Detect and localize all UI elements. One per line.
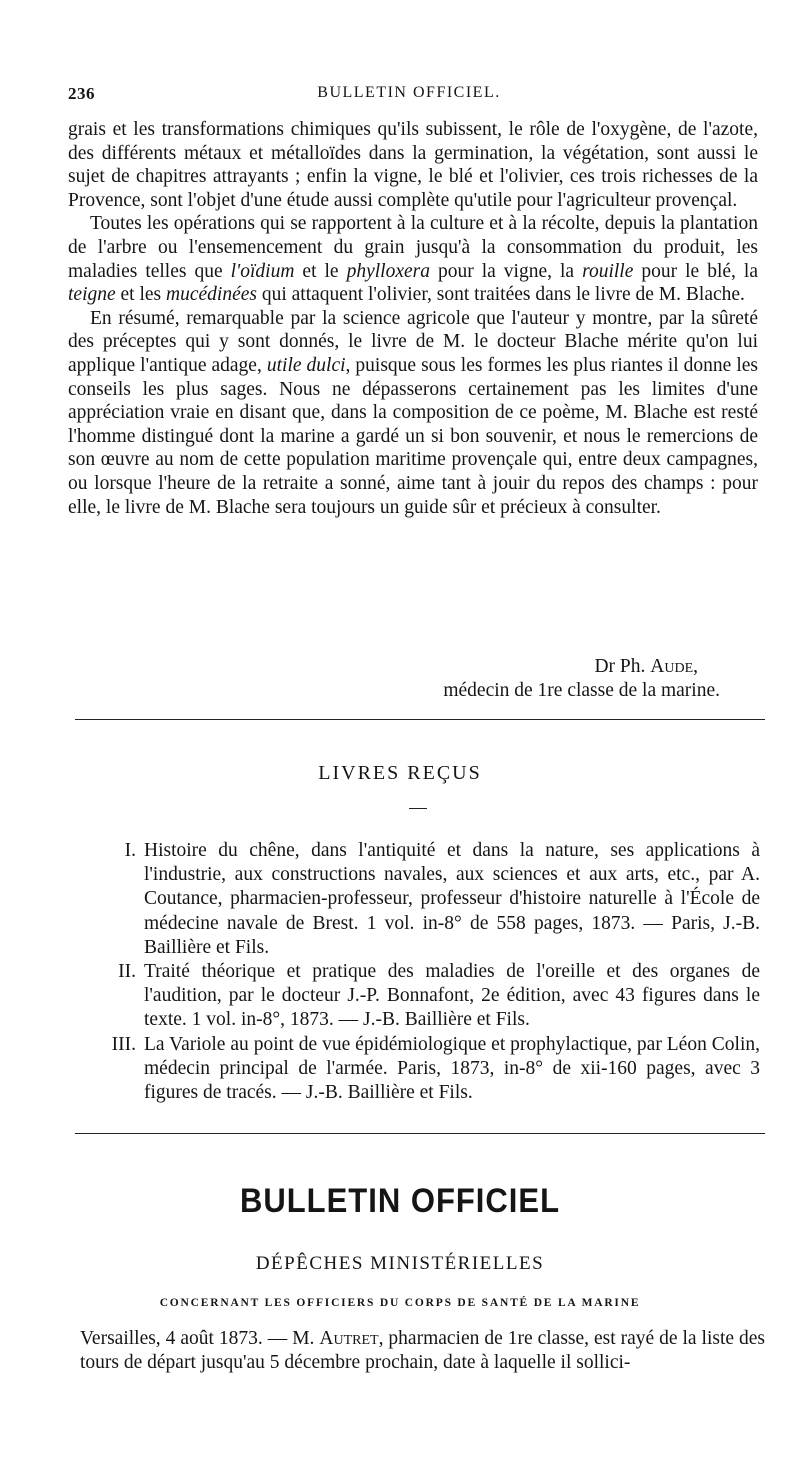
signature-surname: Aude, [650, 656, 698, 677]
bulletin-subtitle: DÉPÊCHES MINISTÉRIELLES [255, 1253, 545, 1274]
text-run: et le [294, 260, 347, 282]
text-run: et les [115, 284, 167, 306]
list-item [80, 960, 760, 1033]
text-run: Versailles, 4 août 1873. — M. [80, 1328, 320, 1349]
italic-term-rouille: rouille [582, 260, 634, 282]
italic-adage: utile dulci [266, 354, 346, 376]
section-divider [75, 1133, 765, 1134]
review-text [68, 118, 758, 519]
running-title: BULLETIN OFFICIEL. [317, 84, 501, 101]
text-run: qui attaquent l'olivier, sont traitées dans le livre de M. Blache. [256, 284, 745, 306]
item-text: Histoire du chêne, dans l'antiquité et dans la nature, ses applications à l'industrie, aux constructions navales, aux sciences et aux arts, etc., par A. Coutance, pharmacien-professeur, professeur d'histoire naturelle à l'École de médecine navale de Brest. 1 vol. in-8° de 558 pages, 1873. — Paris, J.-B. Baillière et Fils. [144, 840, 760, 958]
list-item [80, 1033, 760, 1106]
page-header [68, 84, 750, 112]
review-paragraph-1: grais et les transformations chimiques qu'ils subissent, le rôle de l'oxygène, de l'azote, des différents métaux et métalloïdes dans la germination, la végétation, sont aussi le sujet de chapitres attrayants ; enfin la vigne, le blé et l'olivier, ces trois richesses de la Provence, sont l'objet d'une étude aussi complète qu'utile pour l'agriculteur provençal. [68, 119, 758, 211]
text-run: pour la vigne, la [429, 260, 583, 282]
italic-term-mucedinees: mucédinées [166, 284, 257, 306]
item-number: I. [124, 840, 136, 861]
signature-prefix: Dr Ph. [594, 656, 646, 677]
italic-term-oidium: l'oïdium [230, 260, 295, 282]
italic-term-teigne: teigne [68, 284, 116, 306]
list-item [80, 839, 760, 960]
text-run: , puisque sous les formes les plus riantes il donne les conseils les plus sages. Nous ne dépasserons certainement pas les limites d'une appréciation vraie en disant que, dans la composition de ce poème, M. Blache est resté l'homme distingué dont la marine a gardé un si bon souvenir, et nous le remercions de son œuvre au nom de cette population maritime provençale qui, entre deux campagnes, ou lorsque l'heure de la retraite a sonné, aime tant à jouir du repos des champs : pour elle, le livre de M. Blache sera toujours un guide sûr et précieux à consulter. [68, 354, 758, 518]
signature-role: médecin de 1re classe de la marine. [443, 680, 720, 701]
item-text: Traité théorique et pratique des maladies de l'oreille et des organes de l'audition, par le docteur J.-P. Bonnafont, 2e édition, avec 43 figures dans le texte. 1 vol. in-8°, 1873. — J.-B. Baillière et Fils. [144, 961, 760, 1031]
books-list [80, 839, 760, 1105]
item-number: II. [118, 961, 136, 983]
signature-name [380, 655, 698, 679]
title-dash [409, 808, 427, 809]
review-paragraph-2 [68, 212, 758, 306]
italic-term-phylloxera: phylloxera [346, 260, 430, 282]
text-run: En résumé, remarquable par la science agricole que l'auteur y montre, par la sûreté des préceptes qui y sont donnés, le livre de M. le docteur Blache mérite qu'on lui applique l'antique adage, [68, 307, 758, 376]
text-run: pharmacien de 1re classe, est rayé de la liste des tours de départ jusqu'au 5 décembre prochain, date à laquelle il sollici- [80, 1328, 765, 1373]
bulletin-title: BULLETIN OFFICIEL [239, 1180, 561, 1221]
section-divider [75, 719, 765, 720]
books-section-title: LIVRES REÇUS [318, 762, 482, 784]
text-run: Toutes les opérations qui se rapportent à la culture et à la récolte, depuis la plantation de l'arbre ou l'ensemencement du grain jusqu'à la consommation du produit, les maladies telles que [68, 213, 758, 282]
text-run: pour le blé, la [633, 260, 758, 282]
page-number: 236 [68, 84, 95, 103]
dispatch-name: Autret, [319, 1328, 384, 1349]
item-number: III. [111, 1033, 136, 1055]
review-paragraph-3 [68, 307, 758, 519]
signature-block [380, 655, 720, 703]
item-text: La Variole au point de vue épidémiologique et prophylactique, par Léon Colin, médecin principal de l'armée. Paris, 1873, in-8° de xii-160 pages, avec 3 figures de tracés. — J.-B. Baillière et Fils. [144, 1033, 760, 1104]
bulletin-subsubtitle: CONCERNANT LES OFFICIERS DU CORPS DE SANTÉ DE LA MARINE [159, 1297, 641, 1309]
dispatch-paragraph [80, 1327, 765, 1375]
